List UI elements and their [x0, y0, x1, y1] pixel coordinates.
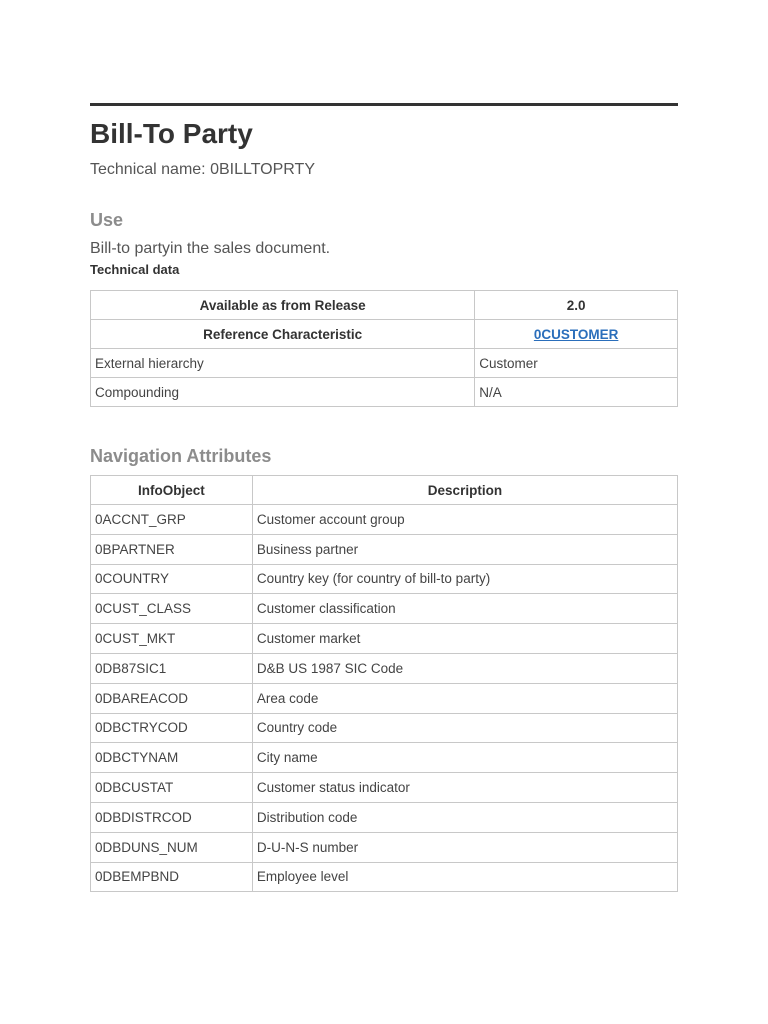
table-row — [91, 349, 678, 378]
table-row — [91, 832, 678, 862]
table-row — [91, 653, 678, 683]
infoobject-cell: 0DBCUSTAT — [91, 773, 253, 803]
infoobject-cell: 0CUST_CLASS — [91, 594, 253, 624]
description-cell: Distribution code — [252, 802, 677, 832]
description-cell: Customer market — [252, 624, 677, 654]
table-row — [91, 378, 678, 407]
table-row — [91, 773, 678, 803]
release-value: 2.0 — [475, 291, 678, 320]
technical-data-table — [90, 290, 678, 407]
description-cell: City name — [252, 743, 677, 773]
table-row — [91, 594, 678, 624]
description-cell: Customer status indicator — [252, 773, 677, 803]
release-label: Available as from Release — [91, 291, 475, 320]
reference-characteristic-cell — [475, 320, 678, 349]
reference-characteristic-label: Reference Characteristic — [91, 320, 475, 349]
description-cell: Area code — [252, 683, 677, 713]
description-cell: Customer account group — [252, 505, 677, 535]
description-cell: Customer classification — [252, 594, 677, 624]
infoobject-cell: 0DB87SIC1 — [91, 653, 253, 683]
table-row — [91, 713, 678, 743]
infoobject-cell: 0CUST_MKT — [91, 624, 253, 654]
external-hierarchy-value: Customer — [475, 349, 678, 378]
column-header-infoobject: InfoObject — [91, 476, 253, 505]
description-cell: D&B US 1987 SIC Code — [252, 653, 677, 683]
table-row — [91, 291, 678, 320]
navigation-attributes-table — [90, 475, 678, 892]
description-cell: D-U-N-S number — [252, 832, 677, 862]
infoobject-cell: 0DBDISTRCOD — [91, 802, 253, 832]
column-header-description: Description — [252, 476, 677, 505]
table-row — [91, 683, 678, 713]
technical-data-label: Technical data — [90, 262, 180, 277]
table-row — [91, 564, 678, 594]
description-cell: Country key (for country of bill-to party) — [252, 564, 677, 594]
document-page — [90, 103, 678, 892]
page-title: Bill-To Party — [90, 118, 253, 149]
navigation-attributes-heading: Navigation Attributes — [90, 446, 272, 466]
table-header-row — [91, 476, 678, 505]
description-cell: Country code — [252, 713, 677, 743]
table-row — [91, 534, 678, 564]
infoobject-cell: 0DBCTYNAM — [91, 743, 253, 773]
table-row — [91, 505, 678, 535]
infoobject-cell: 0DBAREACOD — [91, 683, 253, 713]
table-row — [91, 743, 678, 773]
infoobject-cell: 0COUNTRY — [91, 564, 253, 594]
top-divider — [90, 103, 678, 106]
use-description: Bill-to partyin the sales document. — [90, 240, 331, 257]
infoobject-cell: 0DBEMPBND — [91, 862, 253, 892]
infoobject-cell: 0DBDUNS_NUM — [91, 832, 253, 862]
use-heading: Use — [90, 210, 124, 230]
table-row — [91, 624, 678, 654]
table-row — [91, 320, 678, 349]
description-cell: Employee level — [252, 862, 677, 892]
technical-name: Technical name: 0BILLTOPRTY — [90, 161, 315, 178]
infoobject-cell: 0BPARTNER — [91, 534, 253, 564]
compounding-label: Compounding — [91, 378, 475, 407]
table-row — [91, 862, 678, 892]
infoobject-cell: 0DBCTRYCOD — [91, 713, 253, 743]
description-cell: Business partner — [252, 534, 677, 564]
reference-characteristic-link[interactable]: 0CUSTOMER — [533, 326, 619, 342]
infoobject-cell: 0ACCNT_GRP — [91, 505, 253, 535]
table-row — [91, 802, 678, 832]
compounding-value: N/A — [475, 378, 678, 407]
external-hierarchy-label: External hierarchy — [91, 349, 475, 378]
